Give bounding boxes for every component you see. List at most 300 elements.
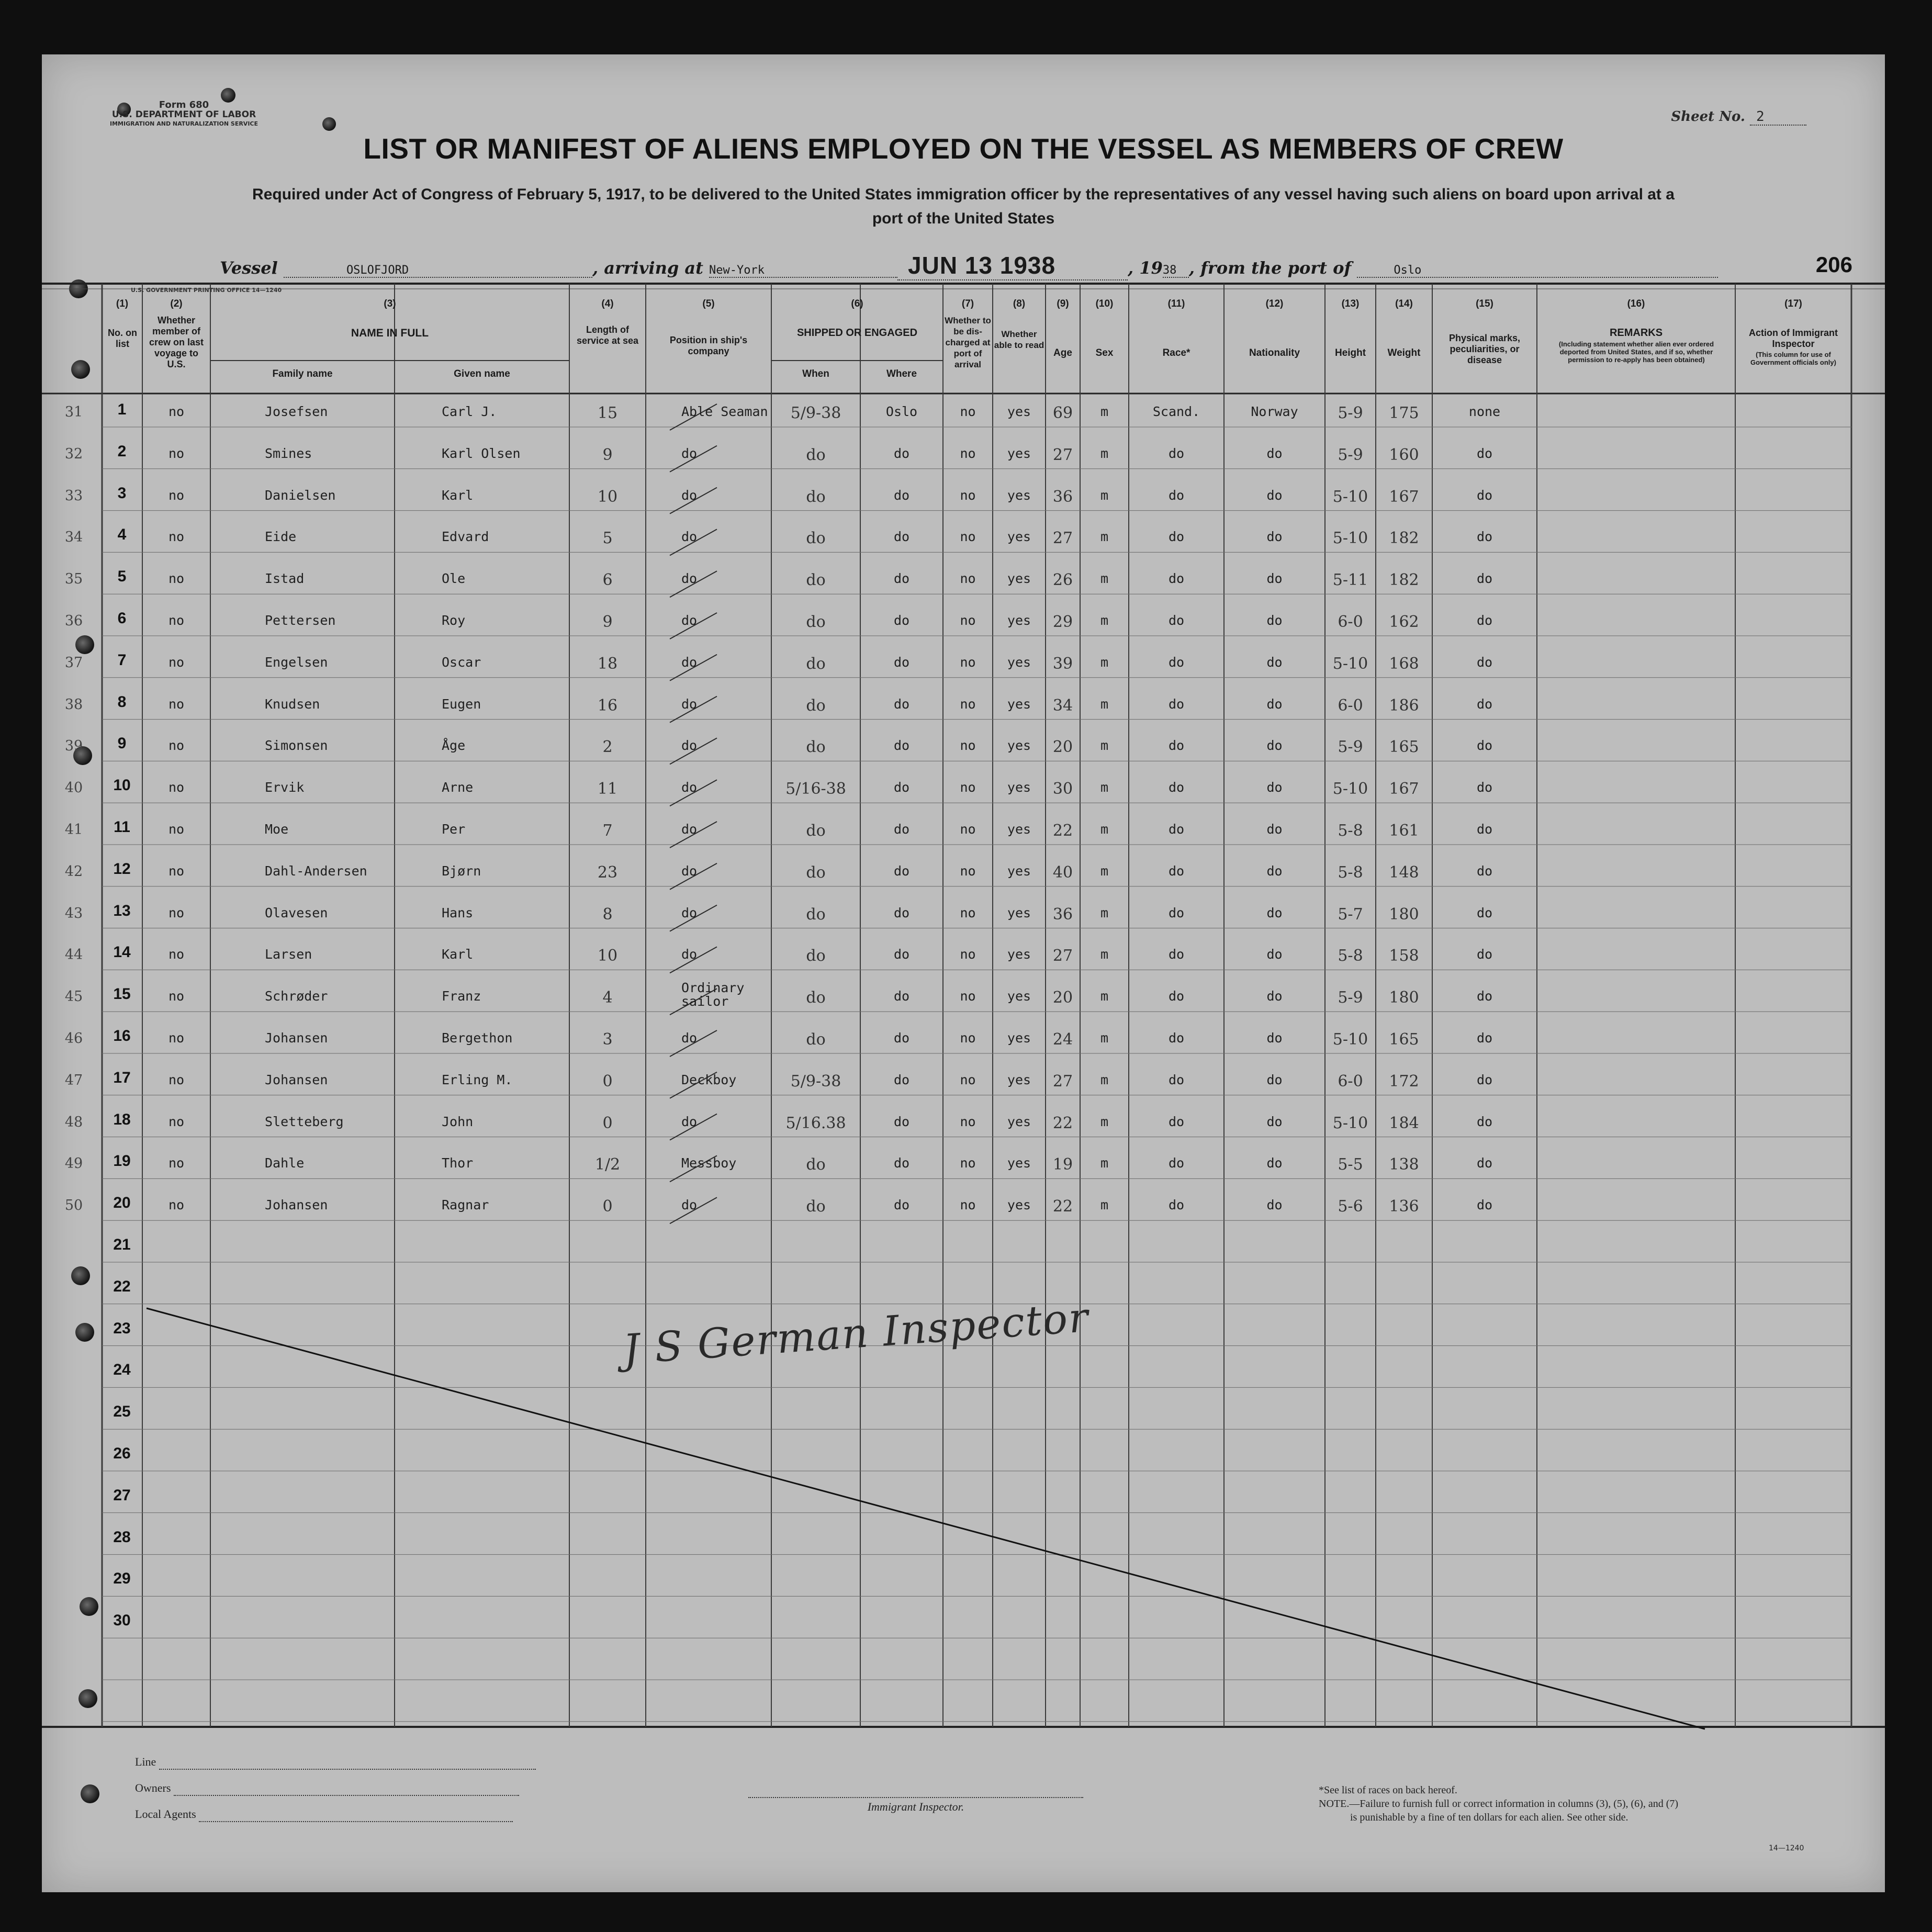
cell-discharged: no	[960, 1197, 976, 1213]
column-number: (11)	[1167, 298, 1185, 309]
arriving-label: , arriving at	[592, 258, 703, 278]
cell-service: 6	[602, 571, 613, 590]
cell-weight: 180	[1389, 905, 1419, 924]
column-number: (17)	[1784, 298, 1802, 309]
cell-marks: do	[1476, 487, 1493, 503]
cell-position: do	[681, 696, 698, 712]
cell-position: Deckboy	[681, 1072, 737, 1087]
cell-weight: 167	[1389, 780, 1419, 799]
header-given-name: Given name	[454, 368, 510, 379]
margin-number: 44	[64, 947, 83, 963]
cell-family: Johansen	[265, 1072, 328, 1087]
cell-service: 0	[602, 1197, 613, 1216]
cell-where: do	[893, 445, 910, 461]
cell-nationality: do	[1266, 1072, 1283, 1087]
cell-crew: no	[168, 696, 185, 712]
cell-weight: 165	[1389, 738, 1419, 757]
from-label: , from the port of	[1188, 258, 1352, 278]
cell-weight: 172	[1389, 1072, 1419, 1091]
cell-sex: m	[1100, 780, 1109, 795]
empty-row-number: 24	[113, 1361, 131, 1379]
cell-position: do	[681, 863, 698, 879]
cell-when: do	[806, 1030, 826, 1049]
cell-weight: 148	[1389, 863, 1419, 882]
cell-family: Moe	[265, 822, 289, 837]
cell-family: Schrøder	[265, 989, 328, 1004]
header-length-of-service: Length of service at sea	[576, 324, 639, 346]
cell-discharged: no	[960, 822, 976, 837]
cell-race: do	[1168, 613, 1185, 628]
cell-sex: m	[1100, 905, 1109, 920]
cell-crew: no	[168, 947, 185, 962]
cell-age: 19	[1052, 1155, 1073, 1174]
cell-weight: 168	[1389, 654, 1419, 673]
manifest-sheet	[42, 54, 1885, 1892]
cell-age: 69	[1052, 404, 1073, 422]
header-race: Race*	[1162, 347, 1190, 358]
cell-where: Oslo	[885, 404, 918, 419]
column-number: (6)	[851, 298, 863, 309]
cell-position: do	[681, 445, 698, 461]
cell-sex: m	[1100, 696, 1109, 712]
cell-where: do	[893, 738, 910, 754]
empty-row-number: 22	[113, 1277, 131, 1295]
agents-label: Local Agents	[135, 1807, 196, 1821]
cell-family: Dahl-Andersen	[265, 863, 367, 879]
cell-service: 7	[602, 822, 613, 840]
printer-line: U.S. GOVERNMENT PRINTING OFFICE 14—1240	[131, 287, 282, 294]
cell-given: John	[442, 1114, 474, 1129]
cell-crew: no	[168, 905, 185, 920]
cell-height: 5-9	[1338, 404, 1363, 422]
cell-where: do	[893, 571, 910, 587]
cell-age: 24	[1052, 1030, 1073, 1049]
cell-no: 3	[117, 484, 127, 502]
cell-given: Per	[442, 822, 466, 837]
cell-crew: no	[168, 989, 185, 1004]
cell-height: 5-8	[1338, 947, 1363, 965]
column-number: (7)	[961, 298, 974, 309]
cell-nationality: do	[1266, 1114, 1283, 1129]
cell-position: Able Seaman	[681, 404, 768, 419]
cell-given: Carl J.	[442, 404, 497, 419]
margin-number: 38	[64, 696, 83, 713]
cell-read: yes	[1007, 863, 1031, 879]
cell-service: 23	[597, 863, 618, 882]
cell-where: do	[893, 822, 910, 837]
cell-where: do	[893, 1197, 910, 1213]
cell-marks: do	[1476, 947, 1493, 962]
cell-given: Karl Olsen	[442, 445, 521, 461]
cell-race: do	[1168, 1072, 1185, 1087]
column-number: (8)	[1013, 298, 1026, 309]
cell-when: 5/16-38	[785, 780, 846, 799]
cell-where: do	[893, 696, 910, 712]
sheet-value: 2	[1750, 109, 1806, 126]
year-value: 38	[1163, 264, 1189, 278]
header-when: When	[802, 368, 829, 379]
column-number: (2)	[170, 298, 183, 309]
cell-position: do	[681, 613, 698, 628]
cell-discharged: no	[960, 487, 976, 503]
cell-race: do	[1168, 529, 1185, 545]
cell-height: 5-9	[1338, 738, 1363, 757]
footer-line	[135, 1755, 536, 1770]
cell-service: 11	[597, 780, 618, 799]
cell-given: Franz	[442, 989, 481, 1004]
cell-position: do	[681, 571, 698, 587]
cell-service: 5	[602, 529, 613, 548]
subtitle-line-2: port of the United States	[872, 210, 1055, 227]
cell-marks: do	[1476, 571, 1493, 587]
cell-no: 6	[117, 610, 127, 627]
cell-given: Åge	[442, 738, 466, 754]
cell-family: Sletteberg	[265, 1114, 344, 1129]
margin-number: 35	[64, 571, 83, 588]
cell-family: Pettersen	[265, 613, 336, 628]
cell-given: Edvard	[442, 529, 489, 545]
cell-sex: m	[1100, 445, 1109, 461]
margin-number: 33	[64, 487, 83, 504]
cell-service: 0	[602, 1072, 613, 1091]
cell-marks: do	[1476, 989, 1493, 1004]
cell-marks: do	[1476, 696, 1493, 712]
cell-sex: m	[1100, 822, 1109, 837]
cell-no: 9	[117, 735, 127, 752]
cell-read: yes	[1007, 1197, 1031, 1213]
cell-service: 4	[602, 989, 613, 1007]
cell-race: do	[1168, 989, 1185, 1004]
cell-position: do	[681, 822, 698, 837]
owners-label: Owners	[135, 1781, 171, 1794]
cell-when: 5/9-38	[790, 1072, 841, 1091]
cell-height: 5-9	[1338, 445, 1363, 464]
cell-sex: m	[1100, 1030, 1109, 1046]
cell-service: 3	[602, 1030, 613, 1049]
cell-sex: m	[1100, 738, 1109, 754]
header-name-in-full: NAME IN FULL	[351, 327, 429, 339]
cell-where: do	[893, 947, 910, 962]
footer-notes	[1319, 1783, 1678, 1824]
cell-discharged: no	[960, 571, 976, 587]
cell-marks: do	[1476, 1114, 1493, 1129]
cell-family: Johansen	[265, 1197, 328, 1213]
cell-marks: do	[1476, 738, 1493, 754]
cell-read: yes	[1007, 1114, 1031, 1129]
cell-age: 36	[1052, 487, 1073, 506]
cell-position: do	[681, 1114, 698, 1129]
cell-age: 20	[1052, 989, 1073, 1007]
cell-read: yes	[1007, 487, 1031, 503]
cell-marks: do	[1476, 613, 1493, 628]
cell-age: 20	[1052, 738, 1073, 757]
footer-agents	[135, 1807, 513, 1822]
cell-nationality: do	[1266, 1155, 1283, 1171]
header-nationality: Nationality	[1249, 347, 1300, 358]
cell-service: 2	[602, 738, 613, 757]
cell-when: do	[806, 571, 826, 590]
cell-age: 22	[1052, 822, 1073, 840]
header-position: Position in ship's company	[669, 335, 748, 356]
cell-crew: no	[168, 780, 185, 795]
cell-when: do	[806, 487, 826, 506]
cell-nationality: do	[1266, 989, 1283, 1004]
cell-position: do	[681, 780, 698, 795]
header-able-to-read: Whether able to read	[994, 329, 1044, 350]
cell-given: Ole	[442, 571, 466, 587]
cell-crew: no	[168, 1155, 185, 1171]
cell-read: yes	[1007, 780, 1031, 795]
cell-given: Erling M.	[442, 1072, 513, 1087]
cell-age: 22	[1052, 1114, 1073, 1132]
cell-given: Eugen	[442, 696, 481, 712]
header-sex: Sex	[1095, 347, 1114, 358]
cell-no: 17	[113, 1069, 131, 1086]
cell-when: 5/9-38	[790, 404, 841, 422]
cell-family: Josefsen	[265, 404, 328, 419]
header-where: Where	[886, 368, 917, 379]
cell-crew: no	[168, 1030, 185, 1046]
cell-read: yes	[1007, 1030, 1031, 1046]
cell-read: yes	[1007, 1155, 1031, 1171]
cell-sex: m	[1100, 613, 1109, 628]
cell-where: do	[893, 487, 910, 503]
column-number: (10)	[1095, 298, 1114, 309]
cell-where: do	[893, 780, 910, 795]
cell-weight: 160	[1389, 445, 1419, 464]
header-action-note: (This column for use of Government officials only)	[1750, 351, 1836, 366]
cell-read: yes	[1007, 1072, 1031, 1087]
cell-crew: no	[168, 571, 185, 587]
margin-number: 40	[64, 780, 83, 796]
cell-read: yes	[1007, 905, 1031, 920]
cell-height: 6-0	[1338, 696, 1363, 715]
cell-marks: do	[1476, 780, 1493, 795]
cell-age: 30	[1052, 780, 1073, 799]
cell-age: 22	[1052, 1197, 1073, 1216]
cell-no: 13	[113, 902, 131, 919]
cell-weight: 162	[1389, 613, 1419, 631]
cell-no: 14	[113, 943, 131, 961]
strike-through-line	[147, 1308, 1705, 1729]
cell-when: do	[806, 822, 826, 840]
cell-when: do	[806, 613, 826, 631]
cell-crew: no	[168, 1197, 185, 1213]
header-crew-last-voyage: Whether member of crew on last voyage to U.S.	[149, 315, 204, 369]
cell-no: 18	[113, 1110, 131, 1128]
cell-marks: do	[1476, 654, 1493, 670]
cell-weight: 175	[1389, 404, 1419, 422]
cell-when: do	[806, 1197, 826, 1216]
fine-note-1: NOTE.—Failure to furnish full or correct information in columns (3), (5), (6), and (7)	[1319, 1798, 1679, 1810]
inspector-line: Immigrant Inspector.	[748, 1797, 1083, 1814]
cell-position: do	[681, 654, 698, 670]
line-label: Line	[135, 1755, 156, 1768]
cell-position: do	[681, 1197, 698, 1213]
cell-sex: m	[1100, 487, 1109, 503]
cell-nationality: do	[1266, 947, 1283, 962]
cell-height: 5-10	[1332, 780, 1368, 799]
cell-where: do	[893, 654, 910, 670]
cell-age: 34	[1052, 696, 1073, 715]
cell-when: do	[806, 989, 826, 1007]
cell-sex: m	[1100, 1072, 1109, 1087]
cell-nationality: do	[1266, 822, 1283, 837]
cell-family: Istad	[265, 571, 305, 587]
column-number: (4)	[601, 298, 614, 309]
cell-family: Danielsen	[265, 487, 336, 503]
header-family-name: Family name	[272, 368, 333, 379]
cell-given: Ragnar	[442, 1197, 489, 1213]
cell-given: Bjørn	[442, 863, 481, 879]
cell-read: yes	[1007, 947, 1031, 962]
cell-discharged: no	[960, 529, 976, 545]
cell-discharged: no	[960, 445, 976, 461]
cell-height: 5-10	[1332, 654, 1368, 673]
cell-position: Messboy	[681, 1155, 737, 1171]
cell-marks: do	[1476, 905, 1493, 920]
cell-crew: no	[168, 738, 185, 754]
cell-crew: no	[168, 404, 185, 419]
date-stamp: JUN 13 1938	[897, 251, 1128, 280]
cell-position: do	[681, 529, 698, 545]
cell-family: Olavesen	[265, 905, 328, 920]
cell-no: 1	[117, 401, 127, 418]
cell-crew: no	[168, 445, 185, 461]
cell-sex: m	[1100, 989, 1109, 1004]
cell-height: 5-8	[1338, 822, 1363, 840]
cell-when: do	[806, 905, 826, 924]
cell-no: 12	[113, 860, 131, 878]
cell-age: 29	[1052, 613, 1073, 631]
cell-no: 20	[113, 1194, 131, 1212]
empty-row-number: 27	[113, 1486, 131, 1504]
cell-race: do	[1168, 822, 1185, 837]
margin-number: 43	[64, 905, 83, 922]
cell-race: do	[1168, 947, 1185, 962]
cell-no: 19	[113, 1152, 131, 1170]
cell-age: 26	[1052, 571, 1073, 590]
cell-crew: no	[168, 613, 185, 628]
cell-discharged: no	[960, 1114, 976, 1129]
cell-read: yes	[1007, 529, 1031, 545]
page-title: LIST OR MANIFEST OF ALIENS EMPLOYED ON THE VESSEL AS MEMBERS OF CREW	[363, 132, 1564, 165]
cell-given: Arne	[442, 780, 474, 795]
cell-read: yes	[1007, 445, 1031, 461]
cell-nationality: do	[1266, 613, 1283, 628]
margin-number: 49	[64, 1155, 83, 1172]
cell-height: 5-6	[1338, 1197, 1363, 1216]
cell-discharged: no	[960, 780, 976, 795]
cell-height: 5-10	[1332, 1114, 1368, 1132]
cell-height: 5-5	[1338, 1155, 1363, 1174]
vessel-label: Vessel	[220, 258, 278, 278]
cell-given: Oscar	[442, 654, 481, 670]
cell-age: 27	[1052, 1072, 1073, 1091]
cell-weight: 136	[1389, 1197, 1419, 1216]
cell-service: 15	[597, 404, 618, 422]
cell-read: yes	[1007, 989, 1031, 1004]
cell-read: yes	[1007, 571, 1031, 587]
cell-family: Dahle	[265, 1155, 305, 1171]
margin-number: 41	[64, 822, 83, 838]
cell-no: 16	[113, 1027, 131, 1044]
cell-family: Smines	[265, 445, 312, 461]
year-prefix: , 19	[1128, 258, 1163, 278]
margin-number: 31	[64, 404, 83, 420]
margin-number: 32	[64, 445, 83, 462]
cell-marks: do	[1476, 1072, 1493, 1087]
agents-field	[199, 1807, 513, 1822]
cell-marks: do	[1476, 1030, 1493, 1046]
header-physical-marks: Physical marks, peculiarities, or disease	[1448, 333, 1521, 365]
cell-no: 11	[114, 818, 130, 836]
cell-nationality: do	[1266, 1030, 1283, 1046]
form-code: 14—1240	[1769, 1844, 1804, 1852]
fine-note-2: is punishable by a fine of ten dollars for each alien. See other side.	[1350, 1812, 1628, 1823]
empty-row-number: 28	[113, 1528, 131, 1546]
header-action-inspector: Action of Immigrant Inspector	[1749, 328, 1838, 349]
cell-discharged: no	[960, 905, 976, 920]
cell-sex: m	[1100, 1155, 1109, 1171]
margin-number: 48	[64, 1114, 83, 1130]
cell-service: 10	[597, 947, 618, 965]
column-number: (16)	[1627, 298, 1645, 309]
column-number: (5)	[702, 298, 715, 309]
cell-nationality: do	[1266, 738, 1283, 754]
cell-marks: none	[1468, 404, 1501, 419]
cell-race: do	[1168, 654, 1185, 670]
cell-no: 8	[117, 693, 127, 711]
cell-race: do	[1168, 1155, 1185, 1171]
cell-service: 16	[597, 696, 618, 715]
cell-when: do	[806, 696, 826, 715]
cell-weight: 161	[1389, 822, 1419, 840]
cell-discharged: no	[960, 738, 976, 754]
races-note: *See list of races on back hereof.	[1319, 1784, 1457, 1796]
cell-weight: 180	[1389, 989, 1419, 1007]
cell-discharged: no	[960, 696, 976, 712]
cell-where: do	[893, 863, 910, 879]
arrival-port: New-York	[709, 264, 897, 278]
cell-position: do	[681, 905, 698, 920]
cell-read: yes	[1007, 654, 1031, 670]
department-name: U.S. DEPARTMENT OF LABOR	[111, 109, 256, 120]
empty-row-number: 21	[113, 1236, 131, 1253]
inspector-signature: J S German Inspector	[621, 1294, 1091, 1374]
cell-given: Roy	[442, 613, 466, 628]
empty-row-number: 30	[113, 1612, 131, 1630]
cell-height: 5-10	[1332, 487, 1368, 506]
margin-number: 50	[64, 1197, 83, 1214]
cell-no: 5	[117, 568, 127, 586]
cell-no: 15	[113, 985, 131, 1003]
cell-position: do	[681, 738, 698, 754]
cell-family: Ervik	[265, 780, 305, 795]
cell-service: 1/2	[594, 1155, 621, 1174]
cell-where: do	[893, 905, 910, 920]
cell-weight: 167	[1389, 487, 1419, 506]
header-weight: Weight	[1387, 347, 1421, 358]
subtitle-line-1: Required under Act of Congress of February 5, 1917, to be delivered to the United States immigration officer by the representatives of any vessel having such aliens on board upon arrival at a	[252, 186, 1675, 203]
cell-where: do	[893, 1030, 910, 1046]
margin-number: 36	[64, 613, 83, 629]
cell-family: Eide	[265, 529, 297, 545]
cell-nationality: do	[1266, 571, 1283, 587]
cell-given: Karl	[442, 947, 474, 962]
vessel-name: OSLOFJORD	[284, 264, 592, 278]
cell-race: do	[1168, 487, 1185, 503]
